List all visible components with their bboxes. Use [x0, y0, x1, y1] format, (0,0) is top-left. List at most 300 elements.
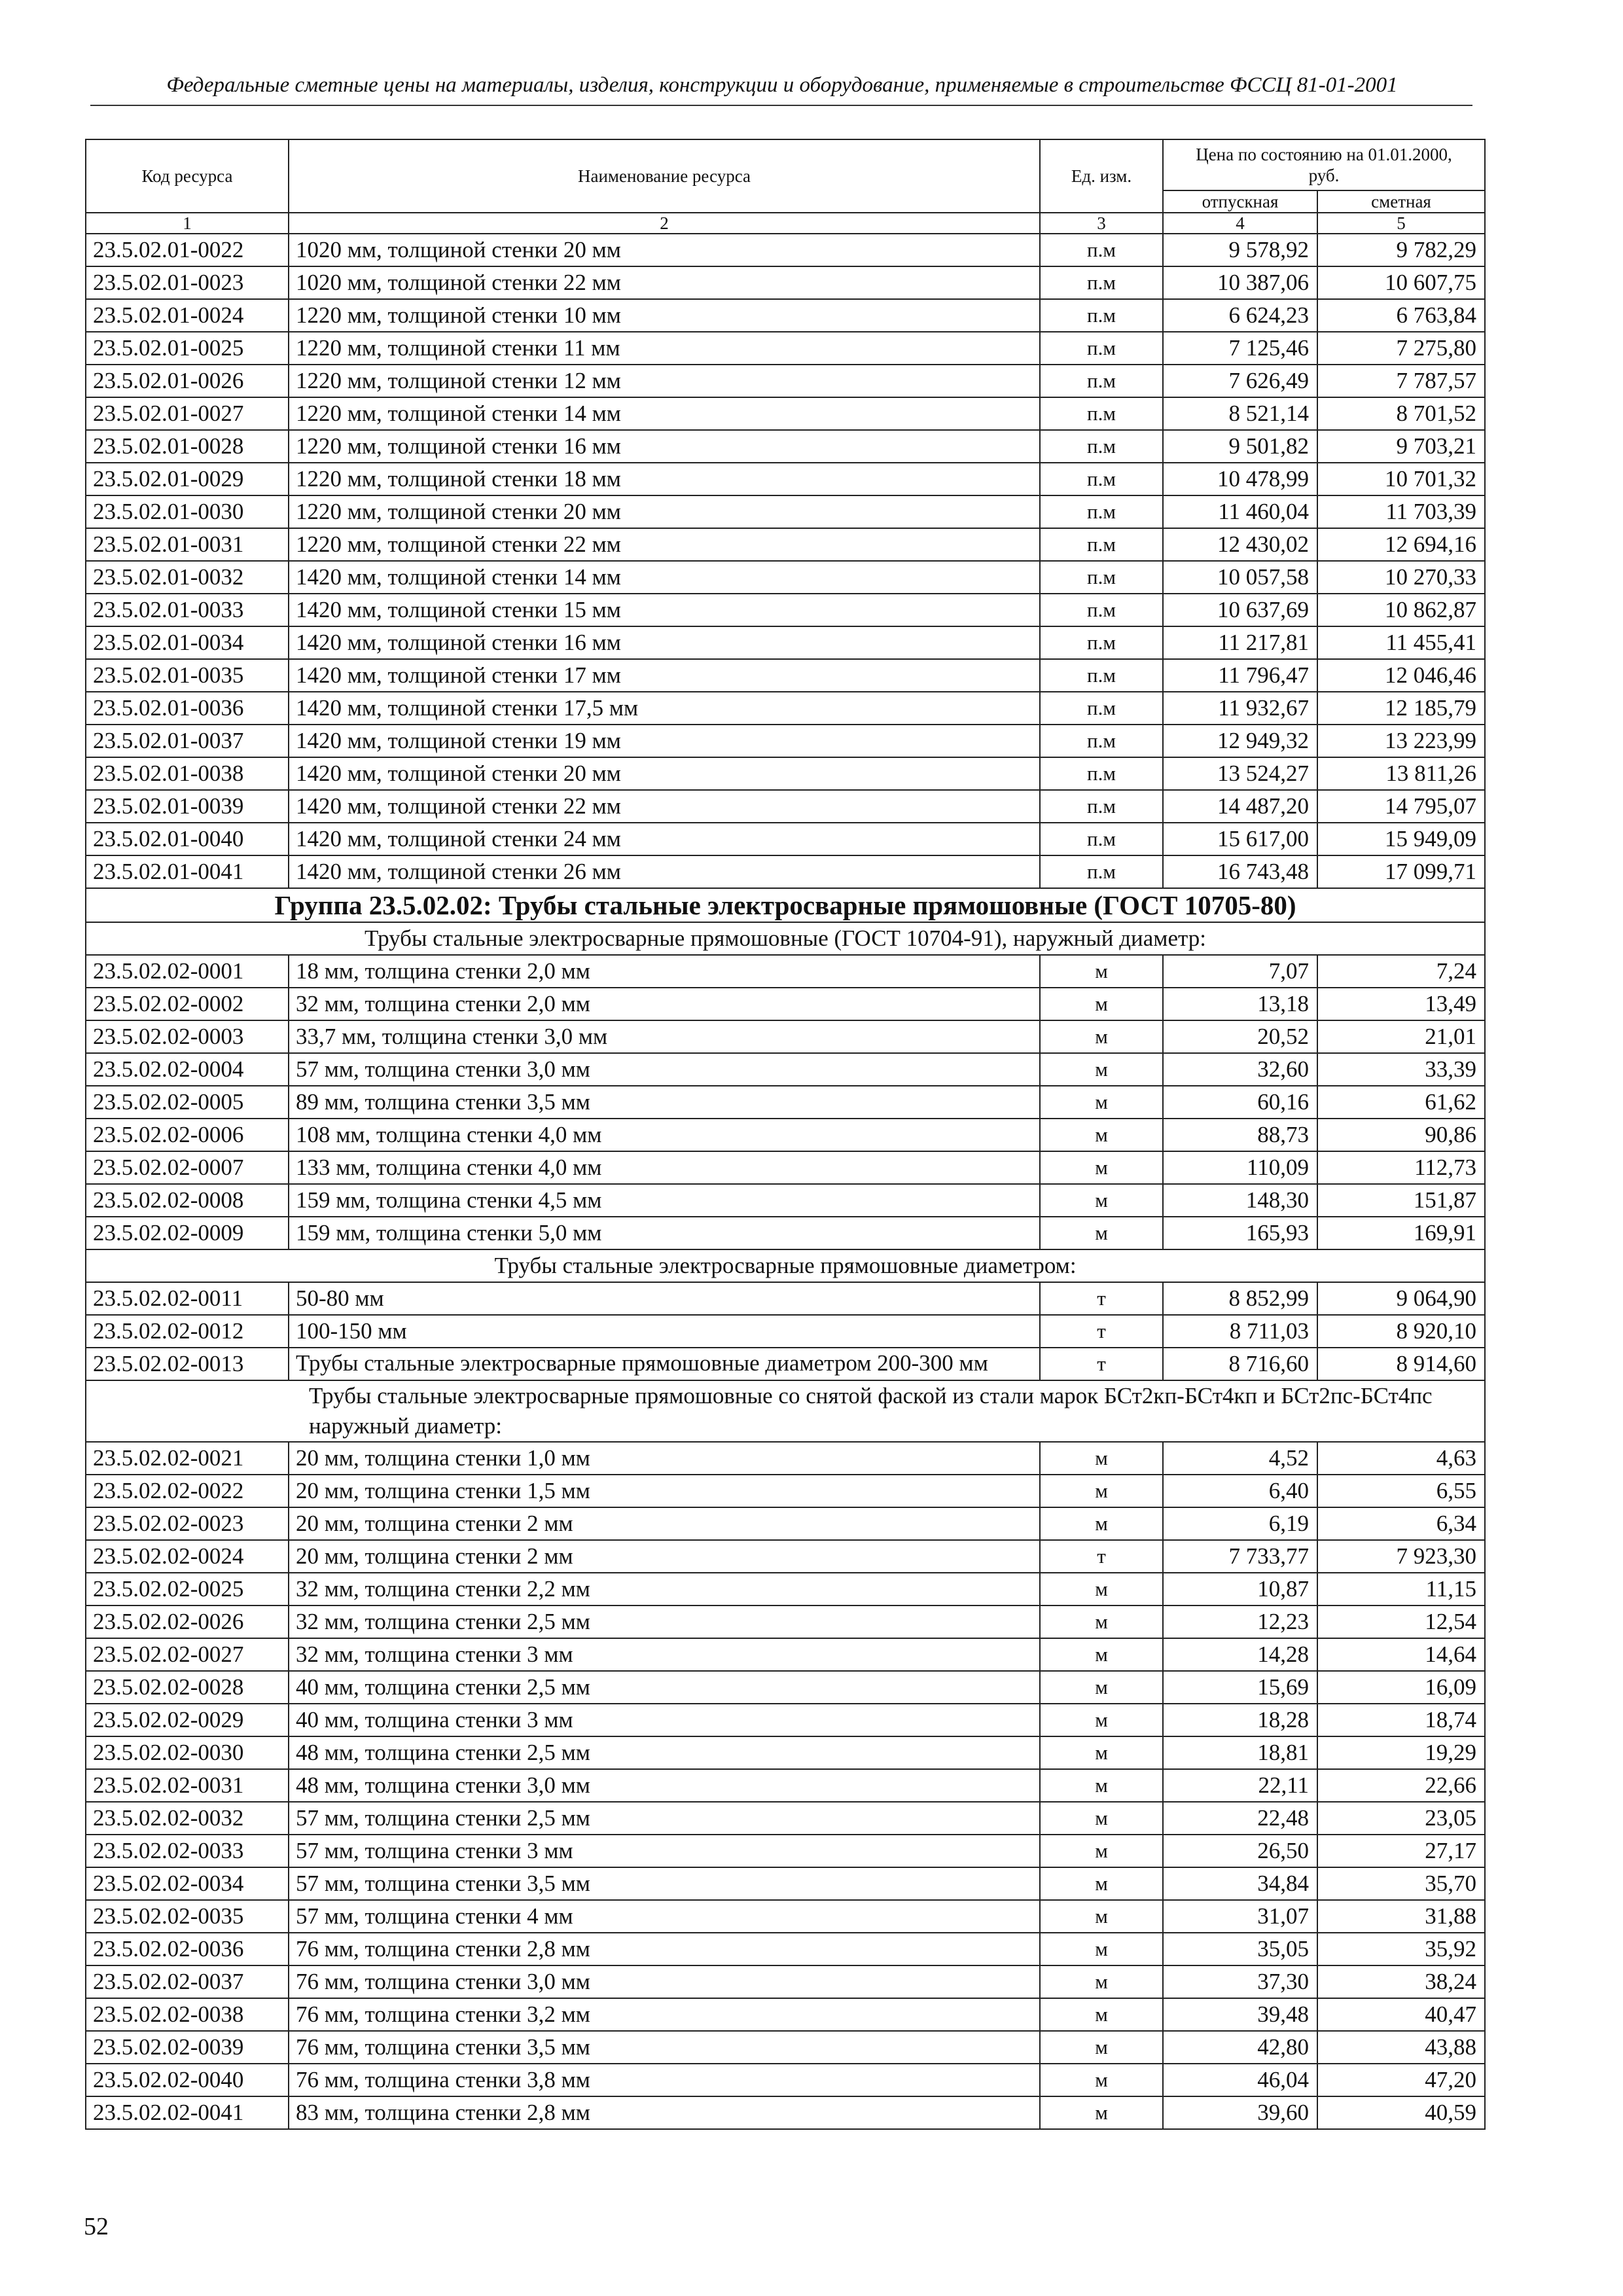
- resource-name: 57 мм, толщина стенки 2,5 мм: [289, 1802, 1040, 1835]
- table-row: [86, 2096, 1485, 2129]
- release-price: 18,28: [1163, 1704, 1317, 1736]
- estimate-price: 18,74: [1317, 1704, 1485, 1736]
- resource-name: 1420 мм, толщиной стенки 20 мм: [289, 757, 1040, 790]
- release-price: 6 624,23: [1163, 299, 1317, 332]
- page-header-title: Федеральные сметные цены на материалы, изделия, конструкции и оборудование, применяемые в строительстве ФССЦ 81-01-2001: [166, 73, 1398, 97]
- release-price: 11 796,47: [1163, 659, 1317, 692]
- table-row: [86, 626, 1485, 659]
- estimate-price: 169,91: [1317, 1217, 1485, 1249]
- estimate-price: 13 811,26: [1317, 757, 1485, 790]
- estimate-price: 38,24: [1317, 1965, 1485, 1998]
- table-row: [86, 1835, 1485, 1867]
- resource-name: 40 мм, толщина стенки 2,5 мм: [289, 1671, 1040, 1704]
- release-price: 8 521,14: [1163, 397, 1317, 430]
- estimate-price: 61,62: [1317, 1086, 1485, 1119]
- resource-code: 23.5.02.02-0021: [86, 1442, 289, 1475]
- resource-name: 159 мм, толщина стенки 4,5 мм: [289, 1184, 1040, 1217]
- resource-code: 23.5.02.02-0006: [86, 1119, 289, 1151]
- estimate-price: 19,29: [1317, 1736, 1485, 1769]
- table-row: [86, 1573, 1485, 1605]
- table-row: [86, 1965, 1485, 1998]
- estimate-price: 11,15: [1317, 1573, 1485, 1605]
- col-header-release-price: отпускная: [1163, 190, 1317, 213]
- release-price: 10 478,99: [1163, 463, 1317, 495]
- resource-code: 23.5.02.02-0025: [86, 1573, 289, 1605]
- table-row: [86, 365, 1485, 397]
- estimate-price: 12 046,46: [1317, 659, 1485, 692]
- estimate-price: 7 787,57: [1317, 365, 1485, 397]
- release-price: 8 852,99: [1163, 1282, 1317, 1315]
- col-number: 1: [86, 213, 289, 234]
- resource-code: 23.5.02.02-0034: [86, 1867, 289, 1900]
- resource-code: 23.5.02.02-0041: [86, 2096, 289, 2129]
- unit-of-measure: п.м: [1040, 692, 1163, 725]
- resource-code: 23.5.02.01-0029: [86, 463, 289, 495]
- resource-name: Трубы стальные электросварные прямошовные диаметром 200-300 мм: [289, 1348, 1040, 1380]
- release-price: 22,48: [1163, 1802, 1317, 1835]
- resource-code: 23.5.02.02-0038: [86, 1998, 289, 2031]
- estimate-price: 4,63: [1317, 1442, 1485, 1475]
- estimate-price: 21,01: [1317, 1020, 1485, 1053]
- release-price: 42,80: [1163, 2031, 1317, 2064]
- resource-name: 1220 мм, толщиной стенки 11 мм: [289, 332, 1040, 365]
- subgroup-title: Трубы стальные электросварные прямошовные диаметром:: [86, 1249, 1485, 1282]
- unit-of-measure: м: [1040, 1900, 1163, 1933]
- col-number: 3: [1040, 213, 1163, 234]
- unit-of-measure: м: [1040, 1867, 1163, 1900]
- release-price: 88,73: [1163, 1119, 1317, 1151]
- table-row: [86, 1900, 1485, 1933]
- estimate-price: 16,09: [1317, 1671, 1485, 1704]
- table-row: [86, 790, 1485, 823]
- release-price: 10 057,58: [1163, 561, 1317, 594]
- unit-of-measure: т: [1040, 1540, 1163, 1573]
- resource-code: 23.5.02.02-0007: [86, 1151, 289, 1184]
- estimate-price: 7 923,30: [1317, 1540, 1485, 1573]
- resource-name: 1020 мм, толщиной стенки 22 мм: [289, 266, 1040, 299]
- estimate-price: 35,92: [1317, 1933, 1485, 1965]
- resource-name: 159 мм, толщина стенки 5,0 мм: [289, 1217, 1040, 1249]
- unit-of-measure: п.м: [1040, 397, 1163, 430]
- release-price: 11 932,67: [1163, 692, 1317, 725]
- resource-code: 23.5.02.01-0034: [86, 626, 289, 659]
- estimate-price: 9 703,21: [1317, 430, 1485, 463]
- estimate-price: 23,05: [1317, 1802, 1485, 1835]
- resource-code: 23.5.02.02-0023: [86, 1507, 289, 1540]
- table-row: [86, 1867, 1485, 1900]
- estimate-price: 6 763,84: [1317, 299, 1485, 332]
- col-header-code: Код ресурса: [86, 139, 289, 213]
- resource-code: 23.5.02.02-0022: [86, 1475, 289, 1507]
- release-price: 35,05: [1163, 1933, 1317, 1965]
- resource-name: 40 мм, толщина стенки 3 мм: [289, 1704, 1040, 1736]
- resource-name: 57 мм, толщина стенки 3,5 мм: [289, 1867, 1040, 1900]
- release-price: 15,69: [1163, 1671, 1317, 1704]
- resource-name: 32 мм, толщина стенки 2,0 мм: [289, 988, 1040, 1020]
- resource-name: 32 мм, толщина стенки 2,5 мм: [289, 1605, 1040, 1638]
- release-price: 110,09: [1163, 1151, 1317, 1184]
- resource-name: 1220 мм, толщиной стенки 10 мм: [289, 299, 1040, 332]
- release-price: 14 487,20: [1163, 790, 1317, 823]
- estimate-price: 11 703,39: [1317, 495, 1485, 528]
- release-price: 7 125,46: [1163, 332, 1317, 365]
- table-row: [86, 1020, 1485, 1053]
- release-price: 10 637,69: [1163, 594, 1317, 626]
- unit-of-measure: м: [1040, 1507, 1163, 1540]
- group-row: [86, 888, 1485, 922]
- estimate-price: 27,17: [1317, 1835, 1485, 1867]
- estimate-price: 7,24: [1317, 955, 1485, 988]
- table-row: [86, 234, 1485, 266]
- resource-code: 23.5.02.02-0030: [86, 1736, 289, 1769]
- release-price: 8 716,60: [1163, 1348, 1317, 1380]
- release-price: 12,23: [1163, 1605, 1317, 1638]
- table-row: [86, 397, 1485, 430]
- release-price: 46,04: [1163, 2064, 1317, 2096]
- resource-code: 23.5.02.02-0012: [86, 1315, 289, 1348]
- unit-of-measure: м: [1040, 988, 1163, 1020]
- unit-of-measure: п.м: [1040, 626, 1163, 659]
- estimate-price: 31,88: [1317, 1900, 1485, 1933]
- table-row: [86, 1348, 1485, 1380]
- table-header-row: [86, 139, 1485, 190]
- release-price: 11 460,04: [1163, 495, 1317, 528]
- estimate-price: 10 862,87: [1317, 594, 1485, 626]
- resource-code: 23.5.02.02-0009: [86, 1217, 289, 1249]
- estimate-price: 7 275,80: [1317, 332, 1485, 365]
- release-price: 11 217,81: [1163, 626, 1317, 659]
- table-row: [86, 1671, 1485, 1704]
- estimate-price: 8 701,52: [1317, 397, 1485, 430]
- resource-code: 23.5.02.02-0003: [86, 1020, 289, 1053]
- table-row: [86, 299, 1485, 332]
- subgroup-row: [86, 1249, 1485, 1282]
- unit-of-measure: п.м: [1040, 430, 1163, 463]
- unit-of-measure: п.м: [1040, 495, 1163, 528]
- table-row: [86, 1769, 1485, 1802]
- subgroup-title: Трубы стальные электросварные прямошовные со снятой фаской из стали марок БСт2кп-БСт4кп и БСт2пс-БСт4пс наружный диаметр:: [86, 1380, 1485, 1442]
- release-price: 32,60: [1163, 1053, 1317, 1086]
- resource-name: 1220 мм, толщиной стенки 22 мм: [289, 528, 1040, 561]
- estimate-price: 10 701,32: [1317, 463, 1485, 495]
- release-price: 7 626,49: [1163, 365, 1317, 397]
- unit-of-measure: п.м: [1040, 332, 1163, 365]
- release-price: 7 733,77: [1163, 1540, 1317, 1573]
- price-table: [85, 139, 1486, 2130]
- resource-name: 1420 мм, толщиной стенки 19 мм: [289, 725, 1040, 757]
- table-row: [86, 1998, 1485, 2031]
- estimate-price: 40,47: [1317, 1998, 1485, 2031]
- estimate-price: 47,20: [1317, 2064, 1485, 2096]
- estimate-price: 10 607,75: [1317, 266, 1485, 299]
- resource-code: 23.5.02.01-0033: [86, 594, 289, 626]
- table-row: [86, 1475, 1485, 1507]
- unit-of-measure: п.м: [1040, 528, 1163, 561]
- col-header-unit: Ед. изм.: [1040, 139, 1163, 213]
- col-header-price: Цена по состоянию на 01.01.2000, руб.: [1163, 139, 1485, 190]
- resource-name: 57 мм, толщина стенки 4 мм: [289, 1900, 1040, 1933]
- resource-name: 1220 мм, толщиной стенки 12 мм: [289, 365, 1040, 397]
- unit-of-measure: м: [1040, 955, 1163, 988]
- estimate-price: 11 455,41: [1317, 626, 1485, 659]
- estimate-price: 90,86: [1317, 1119, 1485, 1151]
- header-rule: [90, 105, 1472, 106]
- release-price: 14,28: [1163, 1638, 1317, 1671]
- release-price: 37,30: [1163, 1965, 1317, 1998]
- resource-code: 23.5.02.01-0035: [86, 659, 289, 692]
- resource-code: 23.5.02.02-0033: [86, 1835, 289, 1867]
- estimate-price: 151,87: [1317, 1184, 1485, 1217]
- resource-name: 1420 мм, толщиной стенки 26 мм: [289, 855, 1040, 888]
- release-price: 9 501,82: [1163, 430, 1317, 463]
- resource-name: 1420 мм, толщиной стенки 16 мм: [289, 626, 1040, 659]
- unit-of-measure: м: [1040, 1965, 1163, 1998]
- resource-name: 1420 мм, толщиной стенки 17,5 мм: [289, 692, 1040, 725]
- table-row: [86, 1507, 1485, 1540]
- table-row: [86, 1802, 1485, 1835]
- unit-of-measure: м: [1040, 2031, 1163, 2064]
- unit-of-measure: т: [1040, 1282, 1163, 1315]
- estimate-price: 17 099,71: [1317, 855, 1485, 888]
- resource-code: 23.5.02.01-0022: [86, 234, 289, 266]
- table-row: [86, 430, 1485, 463]
- resource-code: 23.5.02.02-0005: [86, 1086, 289, 1119]
- resource-name: 18 мм, толщина стенки 2,0 мм: [289, 955, 1040, 988]
- table-row: [86, 1119, 1485, 1151]
- unit-of-measure: м: [1040, 1704, 1163, 1736]
- estimate-price: 40,59: [1317, 2096, 1485, 2129]
- release-price: 15 617,00: [1163, 823, 1317, 855]
- estimate-price: 6,34: [1317, 1507, 1485, 1540]
- resource-code: 23.5.02.01-0026: [86, 365, 289, 397]
- resource-name: 1420 мм, толщиной стенки 14 мм: [289, 561, 1040, 594]
- table-row: [86, 1151, 1485, 1184]
- resource-name: 1220 мм, толщиной стенки 16 мм: [289, 430, 1040, 463]
- table-row: [86, 594, 1485, 626]
- estimate-price: 12,54: [1317, 1605, 1485, 1638]
- unit-of-measure: м: [1040, 2064, 1163, 2096]
- unit-of-measure: м: [1040, 1086, 1163, 1119]
- resource-code: 23.5.02.02-0029: [86, 1704, 289, 1736]
- resource-name: 133 мм, толщина стенки 4,0 мм: [289, 1151, 1040, 1184]
- estimate-price: 8 920,10: [1317, 1315, 1485, 1348]
- resource-name: 20 мм, толщина стенки 1,5 мм: [289, 1475, 1040, 1507]
- estimate-price: 35,70: [1317, 1867, 1485, 1900]
- resource-code: 23.5.02.01-0036: [86, 692, 289, 725]
- release-price: 12 430,02: [1163, 528, 1317, 561]
- unit-of-measure: п.м: [1040, 790, 1163, 823]
- release-price: 4,52: [1163, 1442, 1317, 1475]
- resource-name: 1420 мм, толщиной стенки 15 мм: [289, 594, 1040, 626]
- resource-name: 1220 мм, толщиной стенки 14 мм: [289, 397, 1040, 430]
- unit-of-measure: м: [1040, 1442, 1163, 1475]
- resource-name: 48 мм, толщина стенки 3,0 мм: [289, 1769, 1040, 1802]
- resource-name: 1420 мм, толщиной стенки 24 мм: [289, 823, 1040, 855]
- estimate-price: 22,66: [1317, 1769, 1485, 1802]
- estimate-price: 10 270,33: [1317, 561, 1485, 594]
- column-number-row: [86, 213, 1485, 234]
- resource-name: 1020 мм, толщиной стенки 20 мм: [289, 234, 1040, 266]
- unit-of-measure: м: [1040, 1769, 1163, 1802]
- unit-of-measure: м: [1040, 2096, 1163, 2129]
- table-row: [86, 1933, 1485, 1965]
- release-price: 16 743,48: [1163, 855, 1317, 888]
- estimate-price: 43,88: [1317, 2031, 1485, 2064]
- release-price: 39,48: [1163, 1998, 1317, 2031]
- resource-name: 57 мм, толщина стенки 3,0 мм: [289, 1053, 1040, 1086]
- unit-of-measure: п.м: [1040, 823, 1163, 855]
- resource-code: 23.5.02.01-0023: [86, 266, 289, 299]
- table-row: [86, 2031, 1485, 2064]
- release-price: 12 949,32: [1163, 725, 1317, 757]
- unit-of-measure: п.м: [1040, 266, 1163, 299]
- table-row: [86, 2064, 1485, 2096]
- estimate-price: 33,39: [1317, 1053, 1485, 1086]
- table-row: [86, 1736, 1485, 1769]
- table-row: [86, 1086, 1485, 1119]
- resource-name: 76 мм, толщина стенки 3,8 мм: [289, 2064, 1040, 2096]
- unit-of-measure: п.м: [1040, 757, 1163, 790]
- resource-name: 20 мм, толщина стенки 2 мм: [289, 1540, 1040, 1573]
- estimate-price: 9 782,29: [1317, 234, 1485, 266]
- unit-of-measure: м: [1040, 1802, 1163, 1835]
- table-row: [86, 463, 1485, 495]
- table-row: [86, 561, 1485, 594]
- estimate-price: 12 185,79: [1317, 692, 1485, 725]
- table-row: [86, 692, 1485, 725]
- unit-of-measure: м: [1040, 1151, 1163, 1184]
- release-price: 31,07: [1163, 1900, 1317, 1933]
- table-row: [86, 1540, 1485, 1573]
- resource-name: 32 мм, толщина стенки 3 мм: [289, 1638, 1040, 1671]
- resource-code: 23.5.02.02-0026: [86, 1605, 289, 1638]
- release-price: 10 387,06: [1163, 266, 1317, 299]
- table-row: [86, 1315, 1485, 1348]
- subgroup-row: [86, 1380, 1485, 1442]
- unit-of-measure: м: [1040, 1671, 1163, 1704]
- release-price: 22,11: [1163, 1769, 1317, 1802]
- release-price: 8 711,03: [1163, 1315, 1317, 1348]
- table-row: [86, 1704, 1485, 1736]
- resource-code: 23.5.02.02-0002: [86, 988, 289, 1020]
- resource-name: 1220 мм, толщиной стенки 20 мм: [289, 495, 1040, 528]
- resource-name: 83 мм, толщина стенки 2,8 мм: [289, 2096, 1040, 2129]
- resource-code: 23.5.02.01-0038: [86, 757, 289, 790]
- resource-code: 23.5.02.02-0036: [86, 1933, 289, 1965]
- col-header-name: Наименование ресурса: [289, 139, 1040, 213]
- resource-code: 23.5.02.02-0035: [86, 1900, 289, 1933]
- unit-of-measure: п.м: [1040, 463, 1163, 495]
- resource-name: 100-150 мм: [289, 1315, 1040, 1348]
- table-row: [86, 1217, 1485, 1249]
- unit-of-measure: п.м: [1040, 594, 1163, 626]
- resource-code: 23.5.02.02-0040: [86, 2064, 289, 2096]
- resource-code: 23.5.02.01-0037: [86, 725, 289, 757]
- unit-of-measure: п.м: [1040, 659, 1163, 692]
- resource-name: 1420 мм, толщиной стенки 22 мм: [289, 790, 1040, 823]
- resource-code: 23.5.02.02-0028: [86, 1671, 289, 1704]
- release-price: 18,81: [1163, 1736, 1317, 1769]
- table-row: [86, 757, 1485, 790]
- release-price: 26,50: [1163, 1835, 1317, 1867]
- table-row: [86, 725, 1485, 757]
- resource-code: 23.5.02.02-0001: [86, 955, 289, 988]
- resource-name: 20 мм, толщина стенки 2 мм: [289, 1507, 1040, 1540]
- release-price: 148,30: [1163, 1184, 1317, 1217]
- resource-code: 23.5.02.01-0032: [86, 561, 289, 594]
- resource-code: 23.5.02.01-0040: [86, 823, 289, 855]
- resource-code: 23.5.02.01-0028: [86, 430, 289, 463]
- unit-of-measure: м: [1040, 1998, 1163, 2031]
- unit-of-measure: т: [1040, 1348, 1163, 1380]
- unit-of-measure: п.м: [1040, 365, 1163, 397]
- resource-code: 23.5.02.02-0011: [86, 1282, 289, 1315]
- release-price: 9 578,92: [1163, 234, 1317, 266]
- estimate-price: 8 914,60: [1317, 1348, 1485, 1380]
- unit-of-measure: м: [1040, 1217, 1163, 1249]
- unit-of-measure: м: [1040, 1638, 1163, 1671]
- col-number: 5: [1317, 213, 1485, 234]
- resource-name: 20 мм, толщина стенки 1,0 мм: [289, 1442, 1040, 1475]
- resource-name: 89 мм, толщина стенки 3,5 мм: [289, 1086, 1040, 1119]
- page-number: 52: [84, 2213, 109, 2240]
- estimate-price: 9 064,90: [1317, 1282, 1485, 1315]
- release-price: 6,40: [1163, 1475, 1317, 1507]
- table-row: [86, 528, 1485, 561]
- group-title: Группа 23.5.02.02: Трубы стальные электросварные прямошовные (ГОСТ 10705-80): [86, 888, 1485, 922]
- unit-of-measure: м: [1040, 1933, 1163, 1965]
- unit-of-measure: м: [1040, 1573, 1163, 1605]
- resource-code: 23.5.02.01-0031: [86, 528, 289, 561]
- table-row: [86, 823, 1485, 855]
- table-row: [86, 266, 1485, 299]
- resource-code: 23.5.02.02-0008: [86, 1184, 289, 1217]
- unit-of-measure: п.м: [1040, 299, 1163, 332]
- estimate-price: 12 694,16: [1317, 528, 1485, 561]
- unit-of-measure: п.м: [1040, 725, 1163, 757]
- resource-name: 108 мм, толщина стенки 4,0 мм: [289, 1119, 1040, 1151]
- unit-of-measure: п.м: [1040, 234, 1163, 266]
- release-price: 165,93: [1163, 1217, 1317, 1249]
- table-row: [86, 1184, 1485, 1217]
- resource-name: 76 мм, толщина стенки 3,5 мм: [289, 2031, 1040, 2064]
- unit-of-measure: м: [1040, 1053, 1163, 1086]
- resource-code: 23.5.02.02-0037: [86, 1965, 289, 1998]
- table-row: [86, 955, 1485, 988]
- resource-code: 23.5.02.02-0024: [86, 1540, 289, 1573]
- unit-of-measure: п.м: [1040, 855, 1163, 888]
- resource-name: 76 мм, толщина стенки 3,0 мм: [289, 1965, 1040, 1998]
- resource-code: 23.5.02.02-0039: [86, 2031, 289, 2064]
- table-row: [86, 1442, 1485, 1475]
- table-row: [86, 855, 1485, 888]
- col-number: 2: [289, 213, 1040, 234]
- release-price: 39,60: [1163, 2096, 1317, 2129]
- table-row: [86, 332, 1485, 365]
- unit-of-measure: м: [1040, 1475, 1163, 1507]
- release-price: 13 524,27: [1163, 757, 1317, 790]
- estimate-price: 14,64: [1317, 1638, 1485, 1671]
- resource-code: 23.5.02.01-0030: [86, 495, 289, 528]
- resource-name: 1220 мм, толщиной стенки 18 мм: [289, 463, 1040, 495]
- resource-code: 23.5.02.02-0013: [86, 1348, 289, 1380]
- resource-code: 23.5.02.02-0004: [86, 1053, 289, 1086]
- unit-of-measure: м: [1040, 1835, 1163, 1867]
- estimate-price: 15 949,09: [1317, 823, 1485, 855]
- resource-code: 23.5.02.01-0025: [86, 332, 289, 365]
- release-price: 34,84: [1163, 1867, 1317, 1900]
- table-row: [86, 495, 1485, 528]
